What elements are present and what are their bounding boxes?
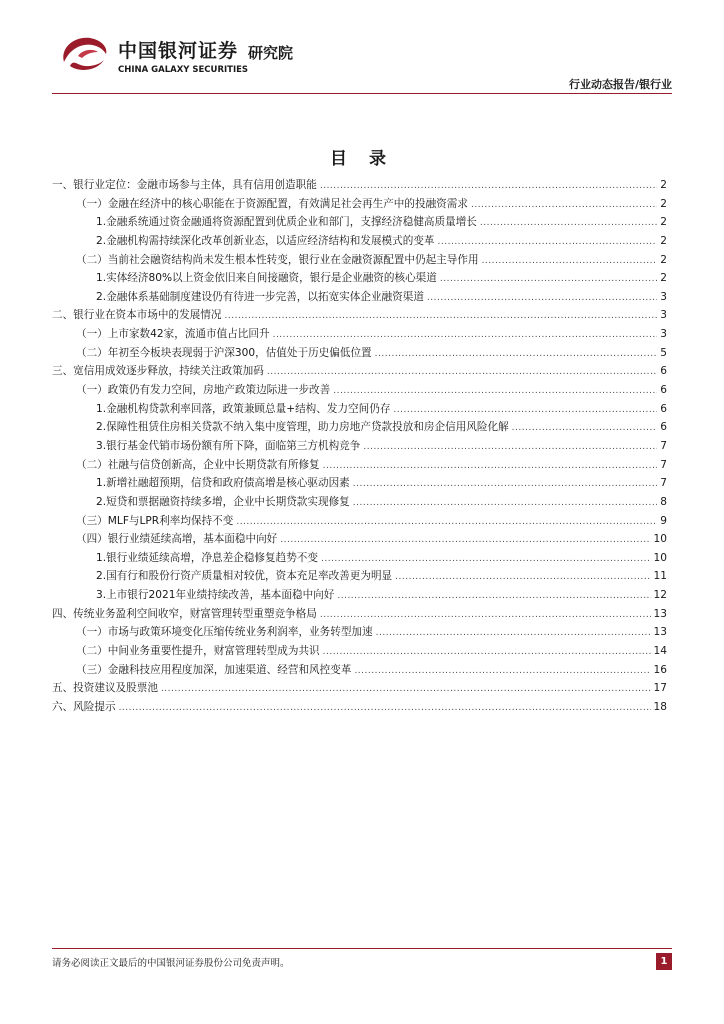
toc-entry[interactable] (52, 530, 667, 549)
toc-page-number: 18 (653, 700, 667, 713)
table-of-contents (52, 176, 667, 717)
toc-entry[interactable] (52, 176, 667, 195)
toc-entry[interactable] (52, 623, 667, 642)
department-label: 研究院 (248, 44, 294, 62)
toc-leader-dots (321, 550, 651, 569)
toc-entry[interactable] (52, 567, 667, 586)
toc-entry[interactable] (52, 400, 667, 419)
toc-page-number: 12 (653, 589, 667, 602)
toc-entry-text: 1.银行业绩延续高增，净息差企稳修复趋势不变 (96, 551, 318, 564)
toc-entry-text: （一）市场与政策环境变化压缩传统业务利润率，业务转型加速 (76, 626, 373, 639)
toc-page-number: 5 (660, 346, 667, 359)
toc-entry-text: 1.实体经济80%以上资金依旧来自间接融资，银行是企业融资的核心渠道 (96, 272, 437, 285)
toc-leader-dots (376, 624, 651, 643)
toc-entry[interactable] (52, 381, 667, 400)
toc-entry[interactable] (52, 418, 667, 437)
toc-page-number: 6 (660, 365, 667, 378)
toc-entry[interactable] (52, 306, 667, 325)
toc-entry[interactable] (52, 325, 667, 344)
page-number-badge: 1 (656, 953, 672, 970)
toc-entry[interactable] (52, 661, 667, 680)
toc-entry[interactable] (52, 549, 667, 568)
toc-entry-text: 3.上市银行2021年业绩持续改善，基本面稳中向好 (96, 589, 335, 602)
toc-entry-text: （三）MLF与LPR利率均保持不变 (76, 514, 234, 527)
toc-leader-dots (440, 270, 657, 289)
toc-entry-text: 3.银行基金代销市场份额有所下降，面临第三方机构竞争 (96, 439, 361, 452)
toc-entry-text: 四、传统业务盈利空间收窄，财富管理转型重塑竞争格局 (52, 607, 317, 620)
toc-entry-text: （四）银行业绩延续高增，基本面稳中向好 (76, 533, 278, 546)
toc-entry-text: 2.金融体系基础制度建设仍有待进一步完善，以拓宽实体企业融资渠道 (96, 290, 424, 303)
toc-entry[interactable] (52, 474, 667, 493)
toc-leader-dots (280, 531, 650, 550)
toc-page-number: 2 (660, 234, 667, 247)
toc-entry[interactable] (52, 512, 667, 531)
toc-entry[interactable] (52, 586, 667, 605)
toc-leader-dots (225, 307, 658, 326)
toc-leader-dots (427, 289, 657, 308)
toc-page-number: 14 (653, 645, 667, 658)
toc-leader-dots (395, 568, 650, 587)
toc-page-number: 2 (660, 179, 667, 191)
toc-entry[interactable] (52, 437, 667, 456)
toc-entry[interactable] (52, 232, 667, 251)
toc-page-number: 2 (660, 272, 667, 285)
toc-entry-text: 2.短贷和票据融资持续多增，企业中长期贷款实现修复 (96, 495, 350, 508)
toc-leader-dots (337, 587, 650, 606)
footer-divider (52, 948, 672, 949)
brand-name-en: CHINA GALAXY SECURITIES (118, 65, 249, 75)
header-divider (52, 93, 672, 94)
toc-leader-dots (480, 214, 657, 233)
toc-leader-dots (393, 401, 657, 420)
brand-name-cn: 中国银河证券 (118, 40, 239, 62)
toc-leader-dots (438, 233, 658, 252)
toc-entry[interactable] (52, 698, 667, 717)
toc-leader-dots (354, 662, 650, 681)
toc-entry-text: （三）金融科技应用程度加深，加速渠道、经营和风控变革 (76, 663, 352, 676)
toc-page-number: 2 (660, 253, 667, 266)
toc-entry-text: 1.金融系统通过资金融通将资源配置到优质企业和部门，支撑经济稳健高质量增长 (96, 216, 477, 229)
brand-block (118, 36, 248, 75)
toc-leader-dots (119, 699, 651, 718)
toc-entry[interactable] (52, 213, 667, 232)
toc-entry[interactable] (52, 642, 667, 661)
toc-entry-text: 2.金融机构需持续深化改革创新业态，以适应经济结构和发展模式的变革 (96, 234, 435, 247)
toc-leader-dots (482, 252, 658, 271)
toc-entry-text: 二、银行业在资本市场中的发展情况 (52, 309, 222, 322)
toc-page-number: 7 (660, 477, 667, 490)
toc-leader-dots (320, 177, 657, 196)
toc-entry[interactable] (52, 269, 667, 288)
toc-entry[interactable] (52, 195, 667, 214)
toc-entry-text: （一）政策仍有发力空间，房地产政策边际进一步改善 (76, 384, 331, 397)
toc-entry-text: （一）金融在经济中的核心职能在于资源配置，有效满足社会再生产中的投融资需求 (76, 197, 468, 210)
toc-page-number: 13 (653, 626, 667, 639)
toc-page-number: 3 (660, 309, 667, 322)
toc-page-number: 3 (660, 328, 667, 341)
toc-leader-dots (375, 345, 658, 364)
toc-page-number: 6 (660, 384, 667, 397)
toc-leader-dots (512, 419, 658, 438)
toc-entry-text: 三、宽信用成效逐步释放，持续关注政策加码 (52, 365, 264, 378)
toc-entry[interactable] (52, 344, 667, 363)
disclaimer-note: 请务必阅读正文最后的中国银河证券股份公司免责声明。 (52, 958, 290, 969)
toc-entry-text: 2.保障性租赁住房相关贷款不纳入集中度管理，助力房地产贷款投放和房企信用风险化解 (96, 421, 509, 434)
toc-leader-dots (267, 363, 657, 382)
toc-page-number: 7 (660, 458, 667, 471)
toc-page-number: 10 (653, 551, 667, 564)
toc-entry-text: 1.金融机构贷款利率回落，政策兼顾总量+结构、发力空间仍存 (96, 402, 391, 415)
galaxy-swirl-logo-icon (56, 32, 112, 74)
toc-leader-dots (320, 606, 651, 625)
toc-leader-dots (273, 326, 658, 345)
toc-page-number: 7 (660, 439, 667, 452)
toc-page-number: 13 (653, 607, 667, 620)
toc-entry-text: 1.新增社融超预期，信贷和政府债高增是核心驱动因素 (96, 477, 350, 490)
toc-leader-dots (161, 680, 651, 699)
toc-entry[interactable] (52, 679, 667, 698)
toc-page-number: 9 (660, 514, 667, 527)
toc-page-number: 11 (653, 570, 667, 583)
toc-entry-text: 五、投资建议及股票池 (52, 682, 158, 695)
toc-leader-dots (353, 494, 657, 513)
toc-entry-text: （二）中间业务重要性提升，财富管理转型成为共识 (76, 645, 320, 658)
toc-page-number: 3 (660, 290, 667, 303)
toc-page-number: 8 (660, 495, 667, 508)
toc-entry-text: 2.国有行和股份行资产质量相对较优，资本充足率改善更为明显 (96, 570, 393, 583)
toc-entry[interactable] (52, 251, 667, 270)
toc-page-number: 6 (660, 421, 667, 434)
report-type-label: 行业动态报告/银行业 (568, 78, 672, 91)
toc-entry[interactable] (52, 605, 667, 624)
toc-page-number: 2 (660, 197, 667, 210)
toc-page-number: 10 (653, 533, 667, 546)
toc-leader-dots (323, 643, 651, 662)
toc-page-number: 17 (653, 682, 667, 695)
toc-leader-dots (333, 382, 657, 401)
toc-leader-dots (236, 513, 657, 532)
toc-leader-dots (323, 457, 658, 476)
toc-page-number: 16 (653, 663, 667, 676)
toc-title: 目 录 (330, 149, 394, 169)
toc-leader-dots (471, 196, 657, 215)
toc-page-number: 6 (660, 402, 667, 415)
toc-entry-text: （二）社融与信贷创新高，企业中长期贷款有所修复 (76, 458, 320, 471)
toc-entry[interactable] (52, 493, 667, 512)
toc-leader-dots (353, 475, 657, 494)
toc-entry-text: （二）年初至今板块表现弱于沪深300，估值处于历史偏低位置 (76, 346, 372, 359)
toc-entry[interactable] (52, 288, 667, 307)
toc-entry-text: 一、银行业定位：金融市场参与主体，具有信用创造职能 (52, 179, 317, 191)
toc-entry-text: （一）上市家数42家，流通市值占比回升 (76, 328, 270, 341)
toc-entry-text: （二）当前社会融资结构尚未发生根本性转变，银行业在金融资源配置中仍起主导作用 (76, 253, 479, 266)
toc-entry-text: 六、风险提示 (52, 700, 116, 713)
toc-leader-dots (363, 438, 657, 457)
toc-entry[interactable] (52, 362, 667, 381)
toc-page-number: 2 (660, 216, 667, 229)
toc-entry[interactable] (52, 456, 667, 475)
